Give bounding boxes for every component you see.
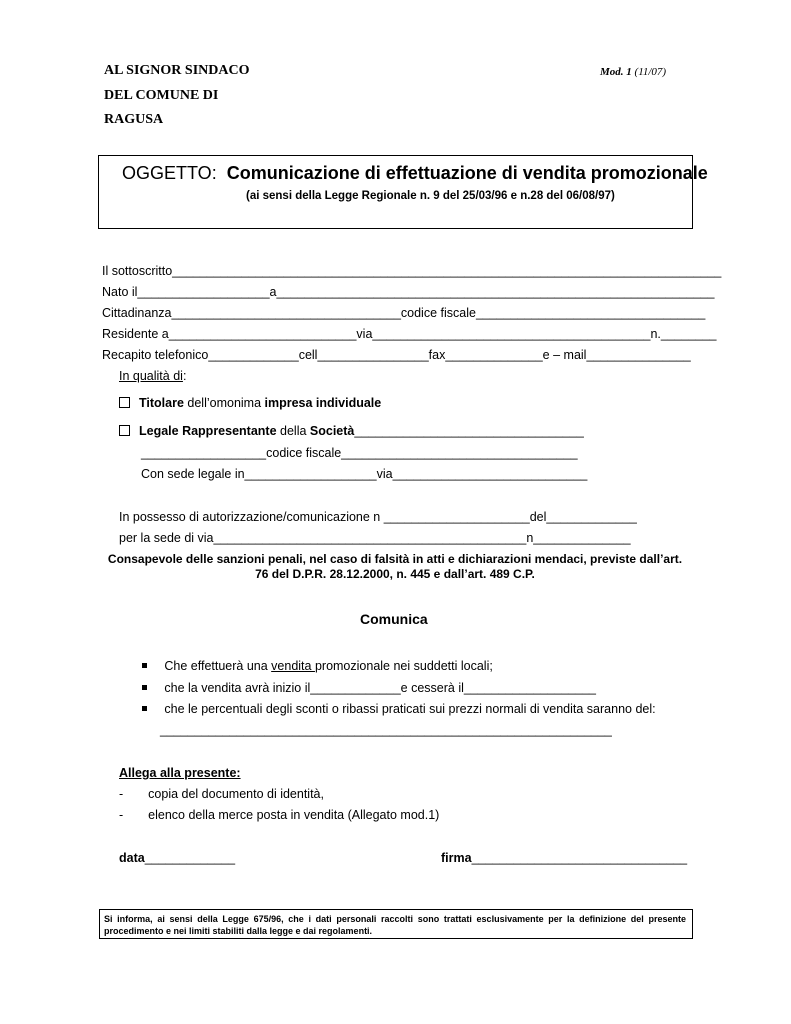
allega-heading: Allega alla presente:	[119, 766, 241, 780]
item2-text: che la vendita avrà inizio il_____________e cesserà il___________________	[164, 681, 596, 695]
addressee-line-1: AL SIGNOR SINDACO	[104, 63, 250, 78]
comunica-item-2[interactable]	[142, 681, 596, 695]
titolare-end: impresa individuale	[264, 396, 382, 410]
comunica-heading: Comunica	[360, 611, 428, 627]
privacy-notice: Si informa, ai sensi della Legge 675/96, che i dati personali raccolti sono trattati esclusivamente per la definizione del presente procedimento e nei limiti stabiliti dalla legge e dai regolamenti.	[104, 914, 686, 936]
dash: -	[119, 787, 124, 801]
legale-mid: della	[276, 424, 310, 438]
addressee-line-2: DEL COMUNE DI	[104, 88, 219, 103]
subject-title	[122, 163, 708, 184]
allega-item-2-text: elenco della merce posta in vendita (Allegato mod.1)	[148, 808, 440, 822]
field-cittadinanza[interactable]: Cittadinanza_________________________________codice fiscale_________________________________	[102, 306, 706, 320]
bullet-icon	[142, 663, 147, 668]
subject-subtitle: (ai sensi della Legge Regionale n. 9 del 25/03/96 e n.28 del 06/08/97)	[246, 190, 615, 202]
item1-underlined: vendita	[271, 659, 315, 673]
mod-date: (11/07)	[634, 66, 667, 78]
data-line[interactable]: _____________	[144, 851, 236, 865]
subject-text: Comunicazione di effettuazione di vendita promozionale	[226, 163, 708, 183]
comunica-item-3	[142, 702, 656, 716]
allega-item-1	[119, 787, 324, 801]
allega-item-2	[119, 808, 439, 822]
dash: -	[119, 808, 124, 822]
addressee-line-3: RAGUSA	[104, 112, 164, 127]
form-model-code	[600, 66, 666, 78]
field-codice-fiscale-societa[interactable]: __________________codice fiscale__________________________________	[141, 446, 578, 460]
legale-bold: Legale Rappresentante	[139, 424, 277, 438]
titolare-mid: dell’omonima	[183, 396, 265, 410]
legale-checkbox[interactable]	[119, 425, 130, 436]
field-sede-via[interactable]: per la sede di via_____________________________________________n______________	[119, 531, 631, 545]
field-sottoscritto[interactable]: Il sottoscritto_______________________________________________________________________________	[102, 264, 722, 278]
qualita-colon: :	[182, 369, 187, 383]
field-autorizzazione[interactable]: In possesso di autorizzazione/comunicazione n _____________________del_____________	[119, 510, 637, 524]
date-field[interactable]	[119, 851, 235, 865]
item3-text: che le percentuali degli sconti o ribassi praticati sui prezzi normali di vendita saranno del:	[164, 702, 656, 716]
legale-societa: Società	[309, 424, 355, 438]
field-residente[interactable]: Residente a___________________________via________________________________________n.________	[102, 327, 717, 341]
item1-post: promozionale nei suddetti locali;	[314, 659, 493, 673]
titolare-bold: Titolare	[139, 396, 184, 410]
declaration-line-1: Consapevole delle sanzioni penali, nel caso di falsità in atti e dichiarazioni mendaci, previste dall’art.	[107, 552, 683, 566]
subject-separator: :	[211, 163, 217, 183]
qualita-text: In qualità di	[119, 369, 183, 383]
legale-line[interactable]: _________________________________	[354, 424, 584, 438]
declaration-line-2: 76 del D.P.R. 28.12.2000, n. 445 e dall’art. 489 C.P.	[255, 567, 535, 581]
signature-field[interactable]	[441, 851, 687, 865]
field-recapito[interactable]: Recapito telefonico_____________cell________________fax______________e – mail_______________	[102, 348, 691, 362]
field-sede-legale[interactable]: Con sede legale in___________________via____________________________	[141, 467, 588, 481]
item1-pre: Che effettuerà una	[164, 659, 272, 673]
mod-label: Mod. 1	[600, 66, 632, 78]
bullet-icon	[142, 706, 147, 711]
subject-label: OGGETTO	[122, 163, 212, 183]
option-legale[interactable]	[119, 424, 584, 438]
field-percentuali[interactable]: _________________________________________________________________	[160, 723, 612, 737]
titolare-checkbox[interactable]	[119, 397, 130, 408]
qualita-label	[119, 369, 186, 383]
firma-label: firma	[441, 851, 472, 865]
comunica-item-1	[142, 659, 493, 673]
firma-line[interactable]: _______________________________	[471, 851, 688, 865]
field-nato[interactable]: Nato il___________________a_______________________________________________________________	[102, 285, 715, 299]
data-label: data	[119, 851, 145, 865]
allega-item-1-text: copia del documento di identità,	[148, 787, 324, 801]
option-titolare[interactable]	[119, 396, 381, 410]
bullet-icon	[142, 685, 147, 690]
